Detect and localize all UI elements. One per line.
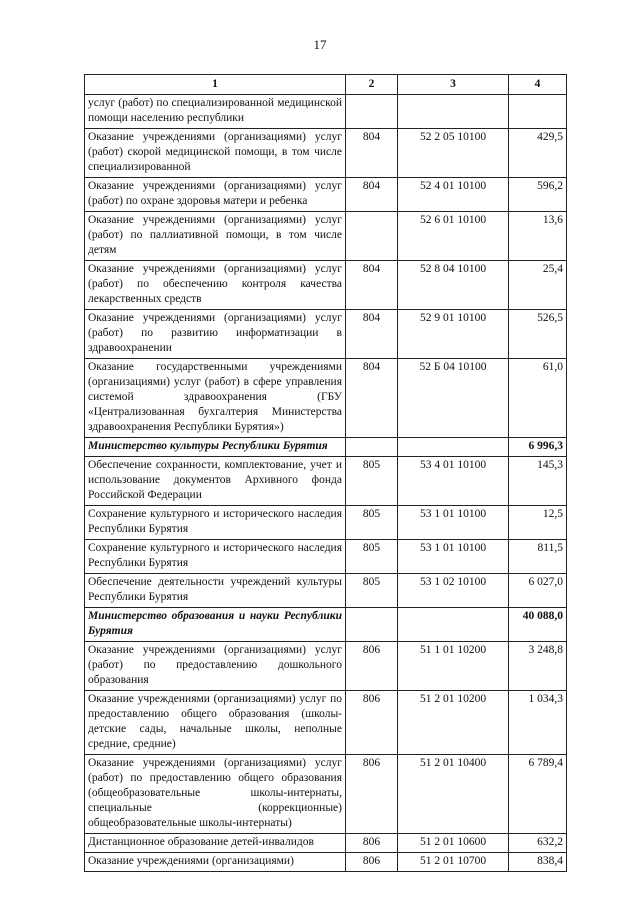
row-description: Оказание учреждениями (организациями) услуг (работ) по паллиативной помощи, в том числе детям: [85, 212, 346, 261]
table-row: [85, 506, 567, 540]
row-amount: 61,0: [509, 359, 567, 438]
row-classification: [398, 438, 509, 457]
row-classification: 51 2 01 10200: [398, 691, 509, 755]
row-amount: 429,5: [509, 129, 567, 178]
table-row: [85, 853, 567, 872]
row-code: 806: [346, 642, 398, 691]
row-classification: 52 Б 04 10100: [398, 359, 509, 438]
row-code: 804: [346, 310, 398, 359]
row-code: 806: [346, 691, 398, 755]
row-classification: 52 8 04 10100: [398, 261, 509, 310]
row-description: услуг (работ) по специализированной медицинской помощи населению республики: [85, 95, 346, 129]
row-code: 806: [346, 755, 398, 834]
row-description: Министерство культуры Республики Бурятия: [85, 438, 346, 457]
row-description: Оказание учреждениями (организациями) услуг (работ) скорой медицинской помощи, в том числе специализированной: [85, 129, 346, 178]
row-code: [346, 212, 398, 261]
table-row: [85, 457, 567, 506]
table-row: [85, 359, 567, 438]
row-description: Дистанционное образование детей-инвалидов: [85, 834, 346, 853]
row-amount: 40 088,0: [509, 608, 567, 642]
table-row: [85, 691, 567, 755]
row-classification: 52 2 05 10100: [398, 129, 509, 178]
row-classification: 52 6 01 10100: [398, 212, 509, 261]
row-amount: 811,5: [509, 540, 567, 574]
row-classification: 53 1 02 10100: [398, 574, 509, 608]
row-description: Оказание учреждениями (организациями) услуг (работ) по предоставлению дошкольного образования: [85, 642, 346, 691]
row-classification: 52 4 01 10100: [398, 178, 509, 212]
row-amount: 25,4: [509, 261, 567, 310]
header-col-1: 1: [85, 75, 346, 95]
row-classification: 53 4 01 10100: [398, 457, 509, 506]
ministry-row: [85, 438, 567, 457]
row-amount: 6 789,4: [509, 755, 567, 834]
row-description: Оказание учреждениями (организациями) услуг (работ) по предоставлению общего образования (общеобразовательные школы-интернаты, специальные (коррекционные) общеобразовательные школы-интернаты): [85, 755, 346, 834]
row-description: Оказание учреждениями (организациями) услуг (работ) по охране здоровья матери и ребенка: [85, 178, 346, 212]
row-code: 804: [346, 178, 398, 212]
budget-table: [84, 74, 567, 872]
table-row: [85, 129, 567, 178]
row-amount: 3 248,8: [509, 642, 567, 691]
table-header-row: [85, 75, 567, 95]
row-amount: 6 027,0: [509, 574, 567, 608]
row-amount: 12,5: [509, 506, 567, 540]
header-col-4: 4: [509, 75, 567, 95]
table-row: [85, 574, 567, 608]
ministry-row: [85, 608, 567, 642]
row-code: 805: [346, 574, 398, 608]
header-col-2: 2: [346, 75, 398, 95]
row-classification: 51 2 01 10700: [398, 853, 509, 872]
table-row: [85, 755, 567, 834]
row-description: Оказание учреждениями (организациями) услуг (работ) по обеспечению контроля качества лекарственных средств: [85, 261, 346, 310]
row-description: Оказание учреждениями (организациями) услуг (работ) по развитию информатизации в здравоохранении: [85, 310, 346, 359]
row-amount: 596,2: [509, 178, 567, 212]
row-classification: 52 9 01 10100: [398, 310, 509, 359]
row-code: 804: [346, 359, 398, 438]
table-row: [85, 642, 567, 691]
row-description: Сохранение культурного и исторического наследия Республики Бурятия: [85, 540, 346, 574]
table-body: [85, 95, 567, 872]
row-classification: [398, 608, 509, 642]
row-classification: 53 1 01 10100: [398, 506, 509, 540]
row-amount: 632,2: [509, 834, 567, 853]
row-classification: 51 2 01 10600: [398, 834, 509, 853]
row-code: 805: [346, 540, 398, 574]
header-col-3: 3: [398, 75, 509, 95]
table-row: [85, 310, 567, 359]
table-row: [85, 212, 567, 261]
row-amount: 1 034,3: [509, 691, 567, 755]
row-description: Оказание государственными учреждениями (организациями) услуг (работ) в сфере управления системой здравоохранения (ГБУ «Централизованная бухгалтерия Министерства здравоохранения Республики Бурятия»): [85, 359, 346, 438]
row-code: 806: [346, 834, 398, 853]
row-classification: 51 1 01 10200: [398, 642, 509, 691]
table-row: [85, 95, 567, 129]
row-description: Министерство образования и науки Республики Бурятия: [85, 608, 346, 642]
row-amount: 13,6: [509, 212, 567, 261]
row-amount: 526,5: [509, 310, 567, 359]
row-description: Сохранение культурного и исторического наследия Республики Бурятия: [85, 506, 346, 540]
row-code: 804: [346, 129, 398, 178]
row-code: 804: [346, 261, 398, 310]
table-row: [85, 834, 567, 853]
table-row: [85, 261, 567, 310]
row-code: [346, 438, 398, 457]
row-classification: 51 2 01 10400: [398, 755, 509, 834]
row-code: [346, 95, 398, 129]
row-description: Оказание учреждениями (организациями) услуг по предоставлению общего образования (школы-детские сады, начальные школы, неполные средние, средние): [85, 691, 346, 755]
row-amount: 838,4: [509, 853, 567, 872]
row-amount: [509, 95, 567, 129]
row-code: 806: [346, 853, 398, 872]
table-row: [85, 178, 567, 212]
row-code: 805: [346, 457, 398, 506]
row-code: 805: [346, 506, 398, 540]
row-classification: [398, 95, 509, 129]
row-description: Обеспечение сохранности, комплектование, учет и использование документов Архивного фонда Российской Федерации: [85, 457, 346, 506]
page-number: 17: [313, 37, 327, 52]
row-description: Оказание учреждениями (организациями): [85, 853, 346, 872]
row-amount: 6 996,3: [509, 438, 567, 457]
row-description: Обеспечение деятельности учреждений культуры Республики Бурятия: [85, 574, 346, 608]
row-amount: 145,3: [509, 457, 567, 506]
row-classification: 53 1 01 10100: [398, 540, 509, 574]
row-code: [346, 608, 398, 642]
table-row: [85, 540, 567, 574]
